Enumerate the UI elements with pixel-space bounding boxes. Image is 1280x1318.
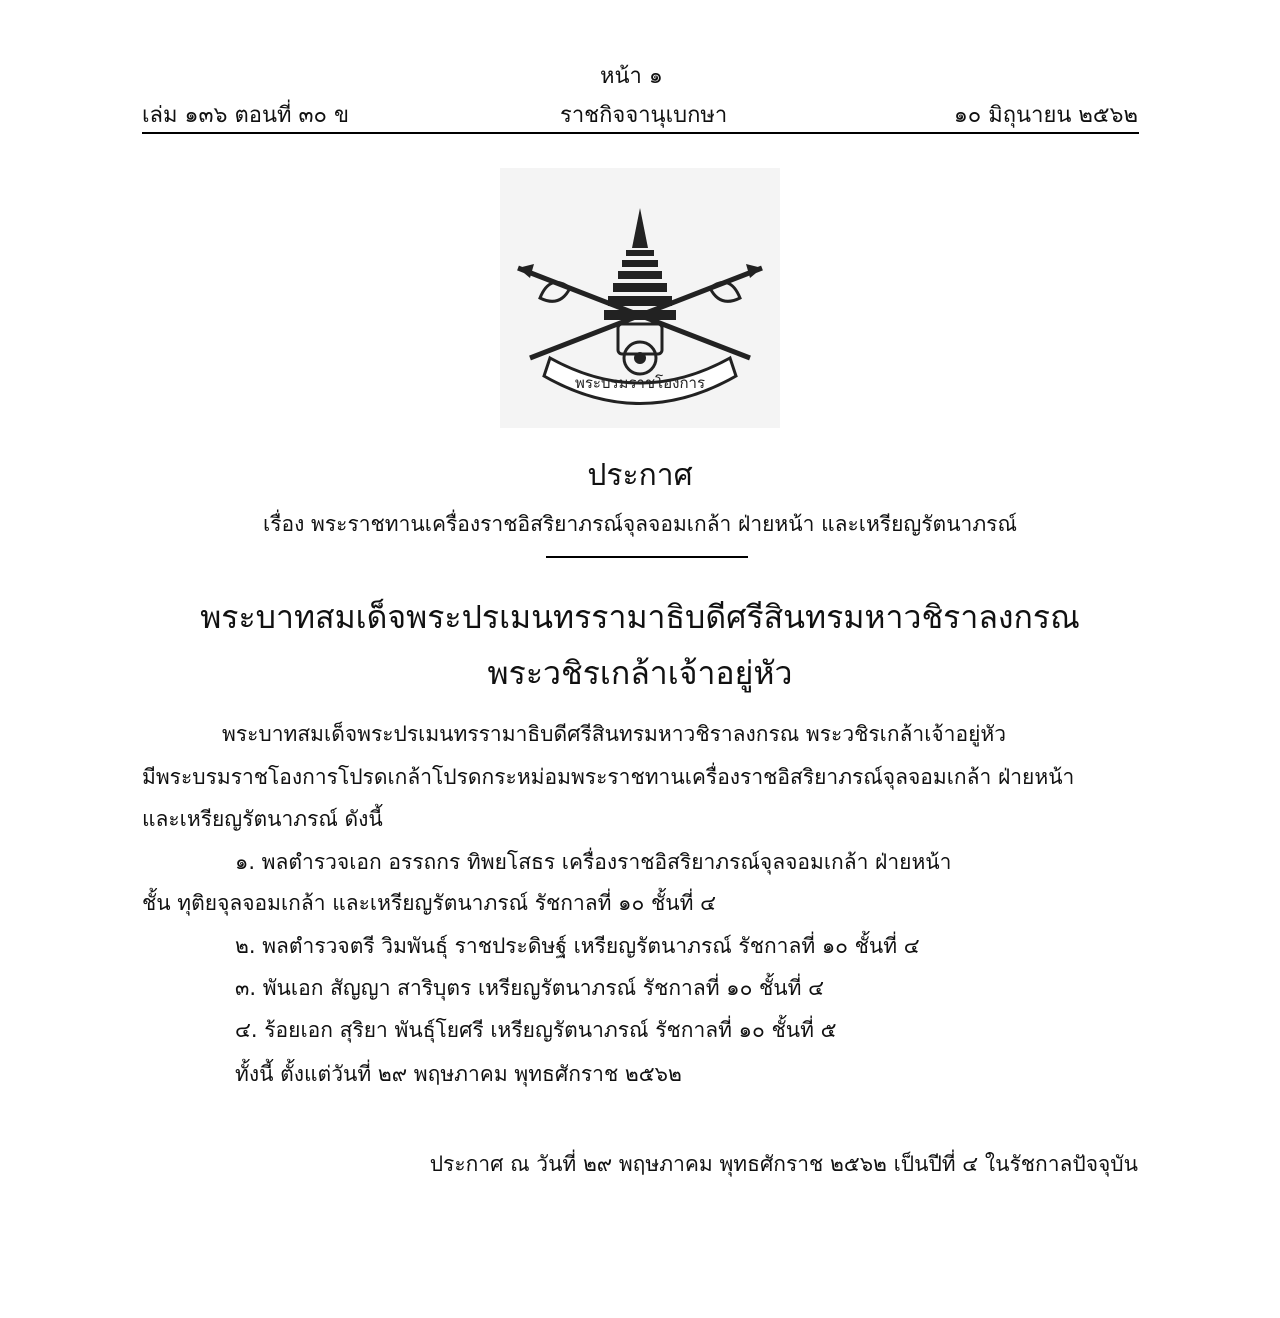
- royal-emblem-icon: [500, 168, 780, 428]
- gazette-volume: เล่ม ๑๓๖ ตอนที่ ๓๐ ข: [142, 103, 349, 128]
- header-rule: [142, 132, 1139, 134]
- gazette-name: ราชกิจจานุเบกษา: [560, 103, 728, 128]
- intro-line3: และเหรียญรัตนาภรณ์ ดังนี้: [142, 807, 383, 831]
- king-name-line1: พระบาทสมเด็จพระปรเมนทรรามาธิบดีศรีสินทรมหาวชิราลงกรณ: [200, 598, 1080, 636]
- announcement-title: ประกาศ: [587, 458, 693, 493]
- list-item: ๒. พลตำรวจตรี วิมพันธุ์ ราชประดิษฐ์ เหรียญรัตนาภรณ์ รัชกาลที่ ๑๐ ชั้นที่ ๔: [235, 934, 920, 958]
- effective-date: ทั้งนี้ ตั้งแต่วันที่ ๒๙ พฤษภาคม พุทธศักราช ๒๕๖๒: [235, 1062, 682, 1086]
- king-name-line2: พระวชิรเกล้าเจ้าอยู่หัว: [487, 654, 793, 692]
- list-item: ๑. พลตำรวจเอก อรรถกร ทิพยโสธร เครื่องราชอิสริยาภรณ์จุลจอมเกล้า ฝ่ายหน้า: [235, 850, 952, 874]
- signoff-date: ประกาศ ณ วันที่ ๒๙ พฤษภาคม พุทธศักราช ๒๕๖๒ เป็นปีที่ ๔ ในรัชกาลปัจจุบัน: [429, 1152, 1138, 1176]
- announcement-subject: เรื่อง พระราชทานเครื่องราชอิสริยาภรณ์จุลจอมเกล้า ฝ่ายหน้า และเหรียญรัตนาภรณ์: [263, 512, 1017, 536]
- intro-line2: มีพระบรมราชโองการโปรดเกล้าโปรดกระหม่อมพระราชทานเครื่องราชอิสริยาภรณ์จุลจอมเกล้า ฝ่ายหน้า: [142, 765, 1075, 789]
- page-number: หน้า ๑: [600, 64, 663, 89]
- emblem-banner-text: พระบรมราชโองการ: [574, 374, 706, 392]
- list-item: ๓. พันเอก สัญญา สาริบุตร เหรียญรัตนาภรณ์ รัชกาลที่ ๑๐ ชั้นที่ ๔: [235, 976, 825, 1000]
- list-item: ๔. ร้อยเอก สุริยา พันธุ์โยศรี เหรียญรัตนาภรณ์ รัชกาลที่ ๑๐ ชั้นที่ ๕: [235, 1018, 837, 1042]
- title-divider: [546, 556, 748, 558]
- intro-line1: พระบาทสมเด็จพระปรเมนทรรามาธิบดีศรีสินทรมหาวชิราลงกรณ พระวชิรเกล้าเจ้าอยู่หัว: [222, 722, 1007, 746]
- gazette-date: ๑๐ มิถุนายน ๒๕๖๒: [953, 103, 1138, 128]
- list-item-continuation: ชั้น ทุติยจุลจอมเกล้า และเหรียญรัตนาภรณ์ รัชกาลที่ ๑๐ ชั้นที่ ๔: [142, 891, 717, 915]
